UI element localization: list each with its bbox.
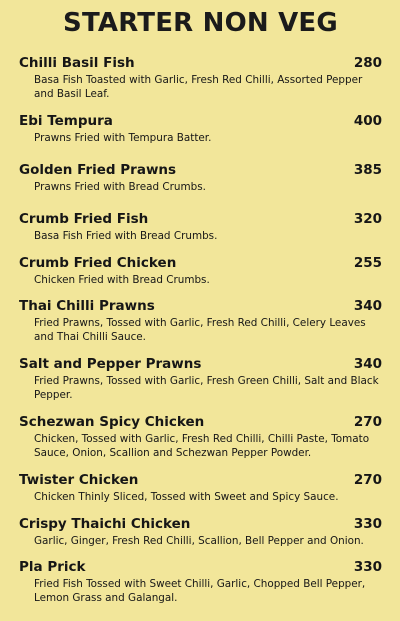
menu-item — [19, 472, 382, 504]
item-description: Fried Prawns, Tossed with Garlic, Fresh Red Chilli, Celery Leaves and Thai Chilli Sauce. — [34, 317, 366, 343]
item-name: Schezwan Spicy Chicken — [19, 414, 205, 430]
item-price: 330 — [353, 516, 382, 532]
menu-item — [19, 55, 382, 101]
item-price: 280 — [353, 55, 382, 71]
item-name: Thai Chilli Prawns — [19, 298, 155, 314]
menu-item — [19, 559, 382, 605]
item-name: Salt and Pepper Prawns — [19, 356, 202, 372]
item-price: 400 — [353, 113, 382, 129]
item-price: 255 — [353, 255, 382, 271]
item-name: Golden Fried Prawns — [19, 162, 177, 178]
menu-item-header — [19, 55, 382, 71]
item-price: 385 — [353, 162, 382, 178]
menu-item — [19, 356, 382, 402]
menu-item — [19, 298, 382, 344]
item-price: 340 — [353, 298, 382, 314]
item-price: 330 — [353, 559, 382, 575]
menu-item-header — [19, 472, 382, 488]
item-description: Basa Fish Fried with Bread Crumbs. — [34, 230, 218, 242]
menu-item — [19, 414, 382, 460]
item-name: Pla Prick — [19, 559, 86, 575]
menu-item — [19, 255, 382, 287]
menu-title: STARTER NON VEG — [63, 8, 338, 38]
item-description: Garlic, Ginger, Fresh Red Chilli, Scallion, Bell Pepper and Onion. — [34, 535, 364, 547]
menu-item-header — [19, 559, 382, 575]
item-description: Fried Prawns, Tossed with Garlic, Fresh Green Chilli, Salt and Black Pepper. — [34, 375, 379, 401]
menu-item — [19, 516, 382, 548]
item-description: Prawns Fried with Tempura Batter. — [34, 132, 212, 144]
item-price: 270 — [353, 472, 382, 488]
menu-item-header — [19, 516, 382, 532]
item-price: 320 — [353, 211, 382, 227]
item-price: 340 — [353, 356, 382, 372]
item-name: Twister Chicken — [19, 472, 139, 488]
menu-item-header — [19, 211, 382, 227]
menu-item-header — [19, 113, 382, 129]
item-name: Crumb Fried Fish — [19, 211, 149, 227]
menu-item-header — [19, 162, 382, 178]
item-price: 270 — [353, 414, 382, 430]
menu-item — [19, 162, 382, 194]
menu-item-header — [19, 255, 382, 271]
item-name: Ebi Tempura — [19, 113, 113, 129]
item-description: Prawns Fried with Bread Crumbs. — [34, 181, 206, 193]
menu-item-header — [19, 414, 382, 430]
item-name: Crispy Thaichi Chicken — [19, 516, 191, 532]
item-name: Crumb Fried Chicken — [19, 255, 177, 271]
item-description: Chicken Fried with Bread Crumbs. — [34, 274, 210, 286]
menu-item-header — [19, 298, 382, 314]
item-description: Basa Fish Toasted with Garlic, Fresh Red Chilli, Assorted Pepper and Basil Leaf. — [34, 74, 363, 100]
item-description: Chicken Thinly Sliced, Tossed with Sweet and Spicy Sauce. — [34, 491, 339, 503]
menu-item-header — [19, 356, 382, 372]
item-description: Fried Fish Tossed with Sweet Chilli, Garlic, Chopped Bell Pepper, Lemon Grass and Galangal. — [34, 578, 366, 604]
menu-item — [19, 113, 382, 145]
item-name: Chilli Basil Fish — [19, 55, 135, 71]
item-description: Chicken, Tossed with Garlic, Fresh Red Chilli, Chilli Paste, Tomato Sauce, Onion, Scallion and Schezwan Pepper Powder. — [34, 433, 370, 459]
menu-item — [19, 211, 382, 243]
